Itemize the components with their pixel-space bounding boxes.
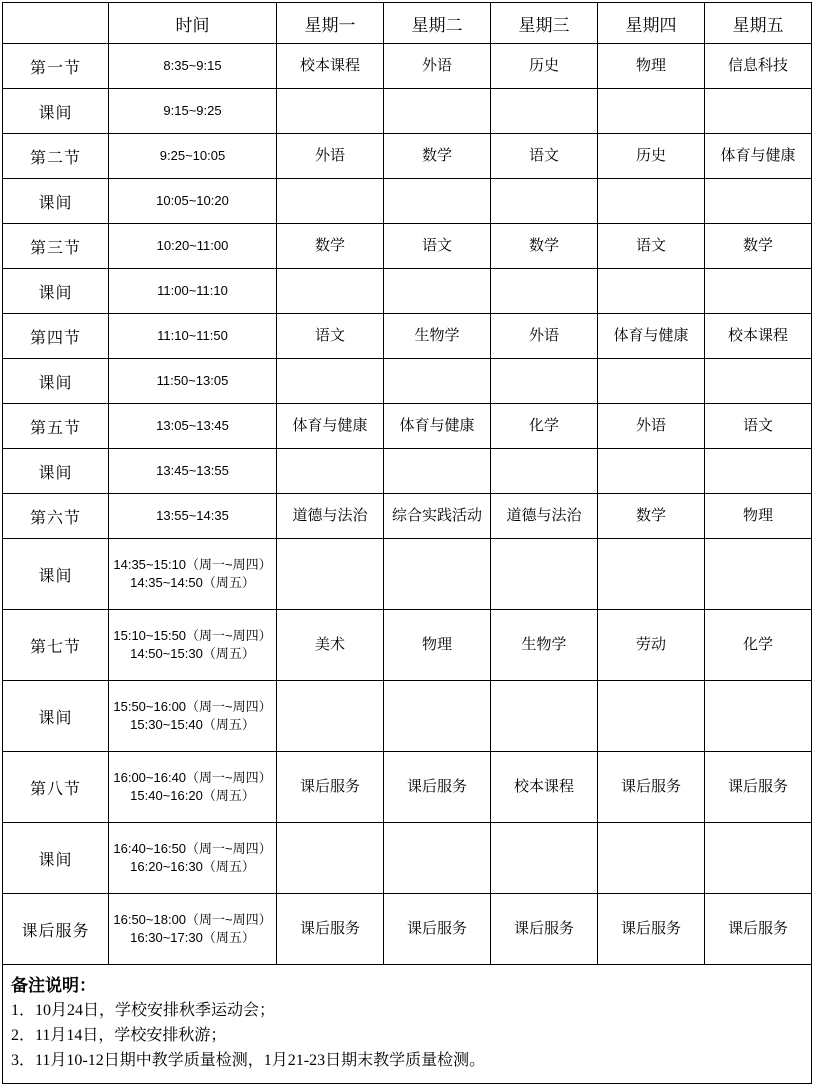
- subject-cell: [598, 89, 705, 134]
- subject-cell: 体育与健康: [384, 404, 491, 449]
- subject-cell: 校本课程: [277, 44, 384, 89]
- time-line: 13:55~14:35: [156, 508, 229, 524]
- subject-cell: [277, 269, 384, 314]
- table-row: [3, 894, 812, 965]
- subject-cell: [705, 823, 812, 894]
- subject-cell: [598, 269, 705, 314]
- table-row: [3, 681, 812, 752]
- time-cell: [109, 610, 277, 681]
- table-row: [3, 404, 812, 449]
- subject-cell: [491, 681, 598, 752]
- header-corner: [3, 3, 109, 44]
- subject-cell: [491, 269, 598, 314]
- subject-cell: [277, 681, 384, 752]
- subject-cell: [277, 359, 384, 404]
- subject-cell: [705, 269, 812, 314]
- time-line: 9:25~10:05: [159, 148, 226, 164]
- time-line: 15:50~16:00（周一~周四）: [113, 699, 272, 715]
- header-friday: 星期五: [705, 3, 812, 44]
- period-label: 第六节: [3, 494, 109, 539]
- period-label: 课间: [3, 823, 109, 894]
- table-row: [3, 823, 812, 894]
- period-label: 课间: [3, 539, 109, 610]
- subject-cell: [491, 449, 598, 494]
- notes-title: 备注说明：: [11, 976, 96, 995]
- subject-cell: 数学: [598, 494, 705, 539]
- subject-cell: 劳动: [598, 610, 705, 681]
- time-line: 10:20~11:00: [156, 238, 229, 254]
- subject-cell: [384, 269, 491, 314]
- time-line: 11:50~13:05: [156, 373, 229, 389]
- time-cell: [109, 752, 277, 823]
- subject-cell: 生物学: [491, 610, 598, 681]
- time-cell: [109, 314, 277, 359]
- subject-cell: [277, 539, 384, 610]
- time-cell: [109, 681, 277, 752]
- time-cell: [109, 269, 277, 314]
- subject-cell: [705, 449, 812, 494]
- period-label: 第二节: [3, 134, 109, 179]
- subject-cell: [491, 539, 598, 610]
- subject-cell: 课后服务: [384, 894, 491, 965]
- subject-cell: 语文: [277, 314, 384, 359]
- subject-cell: 校本课程: [705, 314, 812, 359]
- period-label: 课间: [3, 269, 109, 314]
- subject-cell: [598, 681, 705, 752]
- time-cell: [109, 134, 277, 179]
- time-cell: [109, 179, 277, 224]
- table-row: [3, 89, 812, 134]
- time-line: 13:45~13:55: [156, 463, 229, 479]
- time-cell: [109, 44, 277, 89]
- period-label: 第三节: [3, 224, 109, 269]
- period-label: 课后服务: [3, 894, 109, 965]
- subject-cell: 课后服务: [598, 894, 705, 965]
- table-row: [3, 539, 812, 610]
- subject-cell: 信息科技: [705, 44, 812, 89]
- period-label: 课间: [3, 681, 109, 752]
- time-cell: [109, 224, 277, 269]
- table-row: [3, 269, 812, 314]
- notes-section: [2, 965, 812, 1084]
- time-line: 15:10~15:50（周一~周四）: [113, 628, 272, 644]
- time-cell: [109, 539, 277, 610]
- subject-cell: 校本课程: [491, 752, 598, 823]
- table-row: [3, 134, 812, 179]
- timetable-body: [3, 44, 812, 965]
- note-line-1: 1．10月24日，学校安排秋季运动会；: [11, 1002, 276, 1019]
- period-label: 第七节: [3, 610, 109, 681]
- subject-cell: 课后服务: [598, 752, 705, 823]
- note-line-3: 3．11月10-12日期中教学质量检测，1月21-23日期末教学质量检测。: [11, 1051, 486, 1069]
- period-label: 第八节: [3, 752, 109, 823]
- header-tuesday: 星期二: [384, 3, 491, 44]
- subject-cell: 语文: [491, 134, 598, 179]
- header-wednesday: 星期三: [491, 3, 598, 44]
- time-line: 15:30~15:40（周五）: [130, 717, 255, 732]
- header-monday: 星期一: [277, 3, 384, 44]
- period-label: 课间: [3, 359, 109, 404]
- header-row: [3, 3, 812, 44]
- time-line: 14:35~15:10（周一~周四）: [113, 557, 272, 573]
- subject-cell: [705, 89, 812, 134]
- subject-cell: [277, 823, 384, 894]
- subject-cell: 数学: [705, 224, 812, 269]
- subject-cell: 课后服务: [491, 894, 598, 965]
- subject-cell: 综合实践活动: [384, 494, 491, 539]
- subject-cell: [491, 359, 598, 404]
- subject-cell: 道德与法治: [491, 494, 598, 539]
- subject-cell: [384, 179, 491, 224]
- time-line: 11:10~11:50: [157, 328, 228, 344]
- time-cell: [109, 894, 277, 965]
- subject-cell: 课后服务: [705, 752, 812, 823]
- period-label: 课间: [3, 179, 109, 224]
- subject-cell: 数学: [384, 134, 491, 179]
- subject-cell: [384, 823, 491, 894]
- subject-cell: [491, 823, 598, 894]
- time-line: 14:35~14:50（周五）: [130, 575, 255, 590]
- time-cell: [109, 404, 277, 449]
- subject-cell: 外语: [384, 44, 491, 89]
- time-line: 16:20~16:30（周五）: [130, 859, 255, 874]
- subject-cell: 物理: [384, 610, 491, 681]
- table-row: [3, 449, 812, 494]
- header-thursday: 星期四: [598, 3, 705, 44]
- time-cell: [109, 449, 277, 494]
- time-line: 14:50~15:30（周五）: [130, 646, 255, 661]
- subject-cell: 历史: [491, 44, 598, 89]
- subject-cell: 道德与法治: [277, 494, 384, 539]
- subject-cell: [277, 449, 384, 494]
- subject-cell: [384, 681, 491, 752]
- period-label: 第五节: [3, 404, 109, 449]
- table-row: [3, 44, 812, 89]
- subject-cell: 外语: [598, 404, 705, 449]
- subject-cell: [705, 681, 812, 752]
- subject-cell: 美术: [277, 610, 384, 681]
- subject-cell: 数学: [491, 224, 598, 269]
- subject-cell: [598, 179, 705, 224]
- time-line: 10:05~10:20: [156, 193, 229, 209]
- subject-cell: 外语: [491, 314, 598, 359]
- subject-cell: [598, 449, 705, 494]
- subject-cell: [384, 89, 491, 134]
- subject-cell: [705, 539, 812, 610]
- subject-cell: [384, 359, 491, 404]
- period-label: 第四节: [3, 314, 109, 359]
- subject-cell: 语文: [598, 224, 705, 269]
- subject-cell: 语文: [384, 224, 491, 269]
- time-line: 9:15~9:25: [163, 103, 222, 119]
- period-label: 课间: [3, 449, 109, 494]
- subject-cell: 生物学: [384, 314, 491, 359]
- table-row: [3, 752, 812, 823]
- subject-cell: 体育与健康: [705, 134, 812, 179]
- header-time: 时间: [109, 3, 277, 44]
- subject-cell: [598, 539, 705, 610]
- subject-cell: [491, 89, 598, 134]
- table-row: [3, 359, 812, 404]
- time-line: 16:30~17:30（周五）: [130, 930, 255, 945]
- subject-cell: [384, 539, 491, 610]
- subject-cell: 语文: [705, 404, 812, 449]
- subject-cell: 体育与健康: [598, 314, 705, 359]
- time-line: 15:40~16:20（周五）: [130, 788, 255, 803]
- time-cell: [109, 359, 277, 404]
- subject-cell: 体育与健康: [277, 404, 384, 449]
- period-label: 第一节: [3, 44, 109, 89]
- subject-cell: [491, 179, 598, 224]
- subject-cell: [598, 823, 705, 894]
- timetable-sheet: [0, 2, 814, 1084]
- period-label: 课间: [3, 89, 109, 134]
- table-row: [3, 610, 812, 681]
- time-cell: [109, 89, 277, 134]
- note-line-2: 2．11月14日，学校安排秋游；: [11, 1026, 227, 1044]
- subject-cell: 历史: [598, 134, 705, 179]
- subject-cell: 化学: [491, 404, 598, 449]
- subject-cell: 物理: [598, 44, 705, 89]
- time-line: 8:35~9:15: [163, 58, 222, 74]
- subject-cell: 课后服务: [277, 752, 384, 823]
- table-row: [3, 314, 812, 359]
- time-line: 11:00~11:10: [157, 283, 228, 299]
- time-line: 16:00~16:40（周一~周四）: [113, 770, 272, 786]
- table-row: [3, 224, 812, 269]
- subject-cell: [705, 359, 812, 404]
- time-line: 13:05~13:45: [156, 418, 229, 434]
- time-line: 16:40~16:50（周一~周四）: [113, 841, 272, 857]
- time-line: 16:50~18:00（周一~周四）: [113, 912, 272, 928]
- subject-cell: 外语: [277, 134, 384, 179]
- subject-cell: 物理: [705, 494, 812, 539]
- subject-cell: [598, 359, 705, 404]
- time-cell: [109, 494, 277, 539]
- subject-cell: 课后服务: [384, 752, 491, 823]
- timetable-header: [3, 3, 812, 44]
- time-cell: [109, 823, 277, 894]
- table-row: [3, 179, 812, 224]
- subject-cell: [384, 449, 491, 494]
- subject-cell: [277, 89, 384, 134]
- table-row: [3, 494, 812, 539]
- subject-cell: 数学: [277, 224, 384, 269]
- subject-cell: [277, 179, 384, 224]
- subject-cell: 课后服务: [705, 894, 812, 965]
- subject-cell: [705, 179, 812, 224]
- subject-cell: 化学: [705, 610, 812, 681]
- class-timetable: [2, 2, 812, 965]
- subject-cell: 课后服务: [277, 894, 384, 965]
